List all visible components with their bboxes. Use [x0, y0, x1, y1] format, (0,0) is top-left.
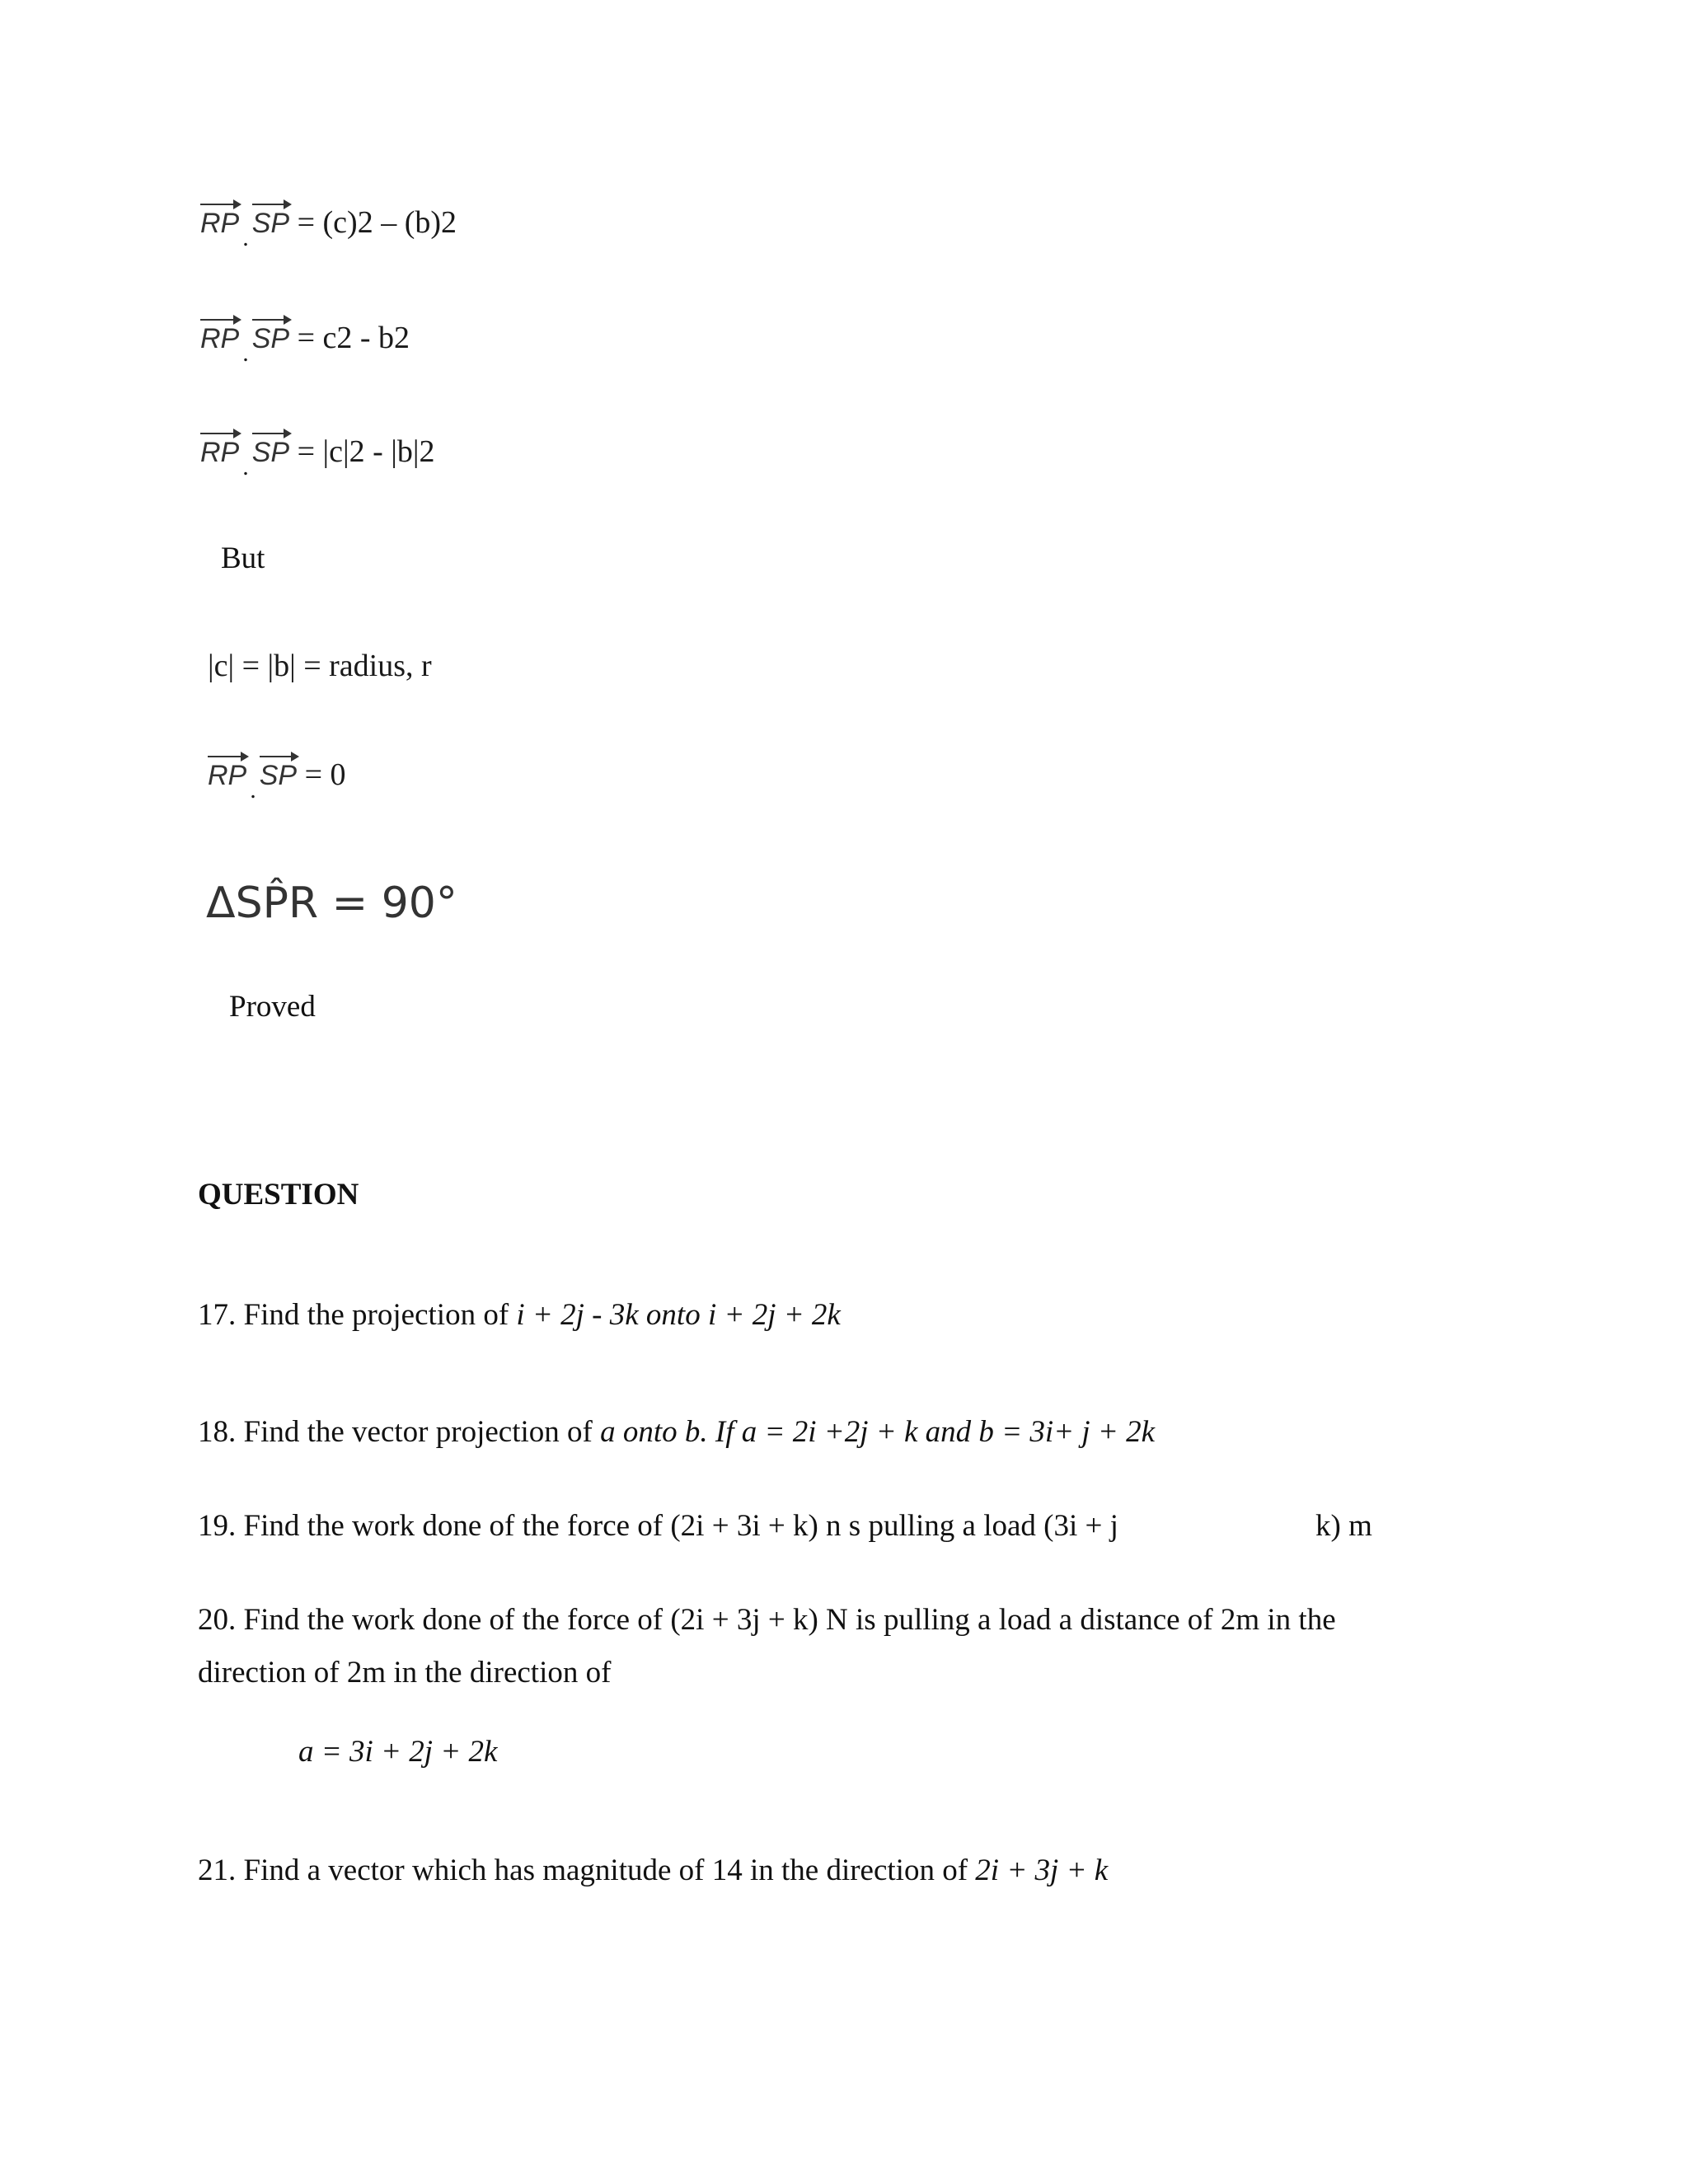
- question-text: Find the vector projection of: [243, 1415, 593, 1449]
- question-text: Find the projection of: [243, 1298, 509, 1332]
- equation-1: [200, 204, 457, 251]
- question-expression: i + 2j - 3k onto i + 2j + 2k: [516, 1298, 841, 1332]
- question-text: Find the work done of the force of (2i + 3i + k) n s pulling a load (3i + j: [243, 1509, 1118, 1543]
- equation-rhs: = (c)2 – (b)2: [297, 205, 457, 240]
- equation-5: [208, 757, 346, 804]
- question-text: Find a vector which has magnitude of 14 in the direction of: [243, 1854, 968, 1887]
- vector-rp: RP: [200, 437, 240, 468]
- question-expression: 2i + 3j + k: [975, 1854, 1109, 1887]
- vector-sp: SP: [251, 323, 290, 354]
- question-20-line2: direction of 2m in the direction of: [198, 1656, 612, 1690]
- but-text: But: [221, 541, 265, 575]
- question-number: 21.: [198, 1854, 237, 1887]
- equation-3: [200, 434, 435, 480]
- question-text: Find the work done of the force of (2i + 3j + k) N is pulling a load a distance of 2m in the: [243, 1603, 1336, 1637]
- dot-operator: .: [242, 224, 249, 251]
- vector-rp: RP: [200, 208, 240, 239]
- equation-rhs: = |c|2 - |b|2: [297, 434, 435, 469]
- equation-2: [200, 320, 410, 367]
- question-number: 20.: [198, 1603, 237, 1637]
- question-number: 17.: [198, 1298, 237, 1332]
- question-number: 18.: [198, 1415, 237, 1449]
- vector-rp: RP: [208, 760, 247, 791]
- vector-rp: RP: [200, 323, 240, 354]
- question-19: [198, 1508, 1118, 1544]
- question-21: [198, 1853, 1108, 1888]
- vector-sp: SP: [251, 437, 290, 468]
- question-expression: a onto b. If a = 2i +2j + k and b = 3i+ j + 2k: [600, 1415, 1155, 1449]
- vector-sp: SP: [251, 208, 290, 239]
- question-number: 19.: [198, 1509, 237, 1543]
- angle-equation: ΔSP̂R = 90°: [206, 879, 457, 928]
- question-20: [198, 1602, 1336, 1638]
- vector-sp: SP: [259, 760, 298, 791]
- equation-rhs: = 0: [304, 757, 346, 792]
- proved-text: Proved: [229, 990, 316, 1024]
- radius-equation: |c| = |b| = radius, r: [208, 649, 432, 683]
- question-20-expression: a = 3i + 2j + 2k: [298, 1735, 498, 1769]
- question-19-tail: k) m: [1315, 1509, 1372, 1543]
- dot-operator: .: [242, 340, 249, 367]
- equation-rhs: = c2 - b2: [297, 321, 410, 355]
- dot-operator: .: [242, 453, 249, 480]
- question-17: [198, 1297, 841, 1333]
- question-18: [198, 1414, 1155, 1450]
- dot-operator: .: [250, 776, 256, 804]
- question-heading: QUESTION: [198, 1178, 359, 1212]
